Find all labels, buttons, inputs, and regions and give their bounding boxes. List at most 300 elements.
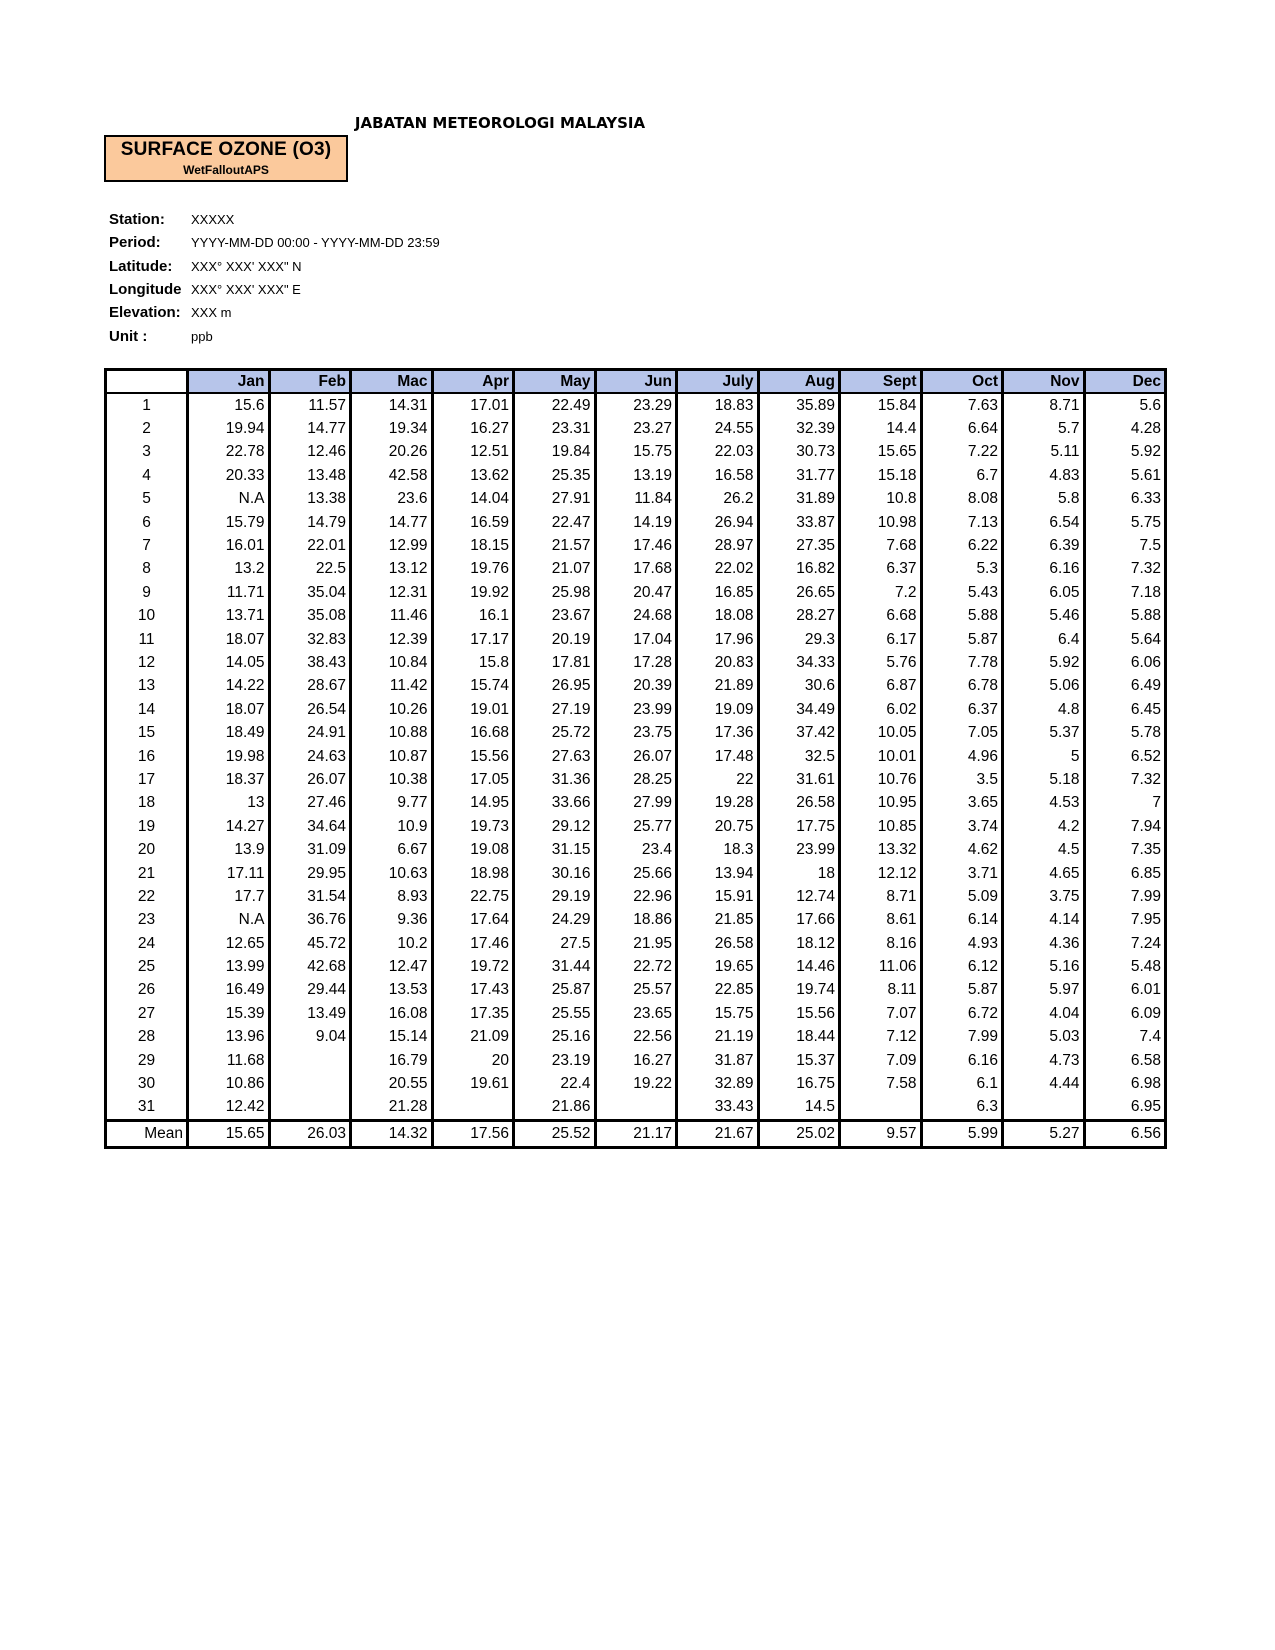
table-row [106, 628, 1166, 651]
value-cell [432, 1096, 514, 1121]
value-cell: 6.54 [1003, 511, 1085, 534]
value-cell [269, 1049, 351, 1072]
value-cell: 4.44 [1003, 1072, 1085, 1095]
value-cell: 20.19 [514, 628, 596, 651]
mean-value-cell: 9.57 [840, 1121, 922, 1147]
value-cell: 5.06 [1003, 675, 1085, 698]
value-cell: 11.46 [351, 605, 433, 628]
value-cell: 12.39 [351, 628, 433, 651]
value-cell: 29.19 [514, 885, 596, 908]
value-cell [840, 1096, 922, 1121]
value-cell: 11.42 [351, 675, 433, 698]
value-cell: 21.95 [595, 932, 677, 955]
value-cell: 5.92 [1084, 441, 1166, 464]
meta-value: XXX° XXX' XXX" N [191, 258, 302, 274]
value-cell: 5.97 [1003, 979, 1085, 1002]
value-cell: 15.8 [432, 651, 514, 674]
value-cell: 17.81 [514, 651, 596, 674]
value-cell: 10.9 [351, 815, 433, 838]
meta-label: Longitude [109, 281, 182, 299]
month-header: Aug [758, 370, 840, 394]
value-cell: 31.89 [758, 488, 840, 511]
value-cell: 18.86 [595, 909, 677, 932]
value-cell: 22.02 [677, 558, 759, 581]
day-cell: 27 [106, 1002, 188, 1025]
value-cell: 32.5 [758, 745, 840, 768]
value-cell: 17.43 [432, 979, 514, 1002]
value-cell: 6.05 [1003, 581, 1085, 604]
meta-row [109, 301, 440, 324]
value-cell: 5.76 [840, 651, 922, 674]
value-cell: 12.51 [432, 441, 514, 464]
value-cell: 4.73 [1003, 1049, 1085, 1072]
value-cell: 10.01 [840, 745, 922, 768]
value-cell: 19.74 [758, 979, 840, 1002]
value-cell: 9.77 [351, 792, 433, 815]
value-cell: 10.85 [840, 815, 922, 838]
day-cell: 28 [106, 1026, 188, 1049]
value-cell: 5.88 [921, 605, 1003, 628]
table-row [106, 698, 1166, 721]
value-cell: 26.95 [514, 675, 596, 698]
report-subtitle: WetFalloutAPS [183, 163, 269, 177]
value-cell: 16.85 [677, 581, 759, 604]
value-cell: 6.22 [921, 534, 1003, 557]
value-cell: 6.39 [1003, 534, 1085, 557]
value-cell: 12.74 [758, 885, 840, 908]
value-cell: 22.5 [269, 558, 351, 581]
ozone-data-table [104, 368, 1167, 1149]
value-cell: 17.66 [758, 909, 840, 932]
value-cell: 14.5 [758, 1096, 840, 1121]
value-cell: 11.06 [840, 955, 922, 978]
table-row [106, 909, 1166, 932]
value-cell: 19.22 [595, 1072, 677, 1095]
value-cell: 27.91 [514, 488, 596, 511]
value-cell: 20.55 [351, 1072, 433, 1095]
table-row [106, 955, 1166, 978]
value-cell: 10.84 [351, 651, 433, 674]
value-cell: 19.98 [188, 745, 270, 768]
value-cell: 14.46 [758, 955, 840, 978]
value-cell: 13.49 [269, 1002, 351, 1025]
value-cell: 19.34 [351, 417, 433, 440]
value-cell: 6.1 [921, 1072, 1003, 1095]
day-cell: 20 [106, 838, 188, 861]
value-cell: 33.43 [677, 1096, 759, 1121]
value-cell: 15.56 [758, 1002, 840, 1025]
station-metadata [109, 208, 440, 348]
value-cell: 31.36 [514, 768, 596, 791]
value-cell: 17.35 [432, 1002, 514, 1025]
value-cell: 28.25 [595, 768, 677, 791]
table-row [106, 417, 1166, 440]
value-cell: 14.95 [432, 792, 514, 815]
value-cell: 26.65 [758, 581, 840, 604]
value-cell: 19.94 [188, 417, 270, 440]
value-cell: 42.68 [269, 955, 351, 978]
value-cell: 23.99 [595, 698, 677, 721]
value-cell: 5.78 [1084, 721, 1166, 744]
value-cell: 13.9 [188, 838, 270, 861]
value-cell: 20.26 [351, 441, 433, 464]
value-cell: 5.43 [921, 581, 1003, 604]
value-cell: 23.67 [514, 605, 596, 628]
value-cell: 7.94 [1084, 815, 1166, 838]
table-row [106, 1049, 1166, 1072]
meta-value: ppb [191, 328, 213, 344]
mean-value-cell: 6.56 [1084, 1121, 1166, 1147]
day-cell: 10 [106, 605, 188, 628]
table-row [106, 464, 1166, 487]
value-cell: 23.99 [758, 838, 840, 861]
value-cell: 24.55 [677, 417, 759, 440]
value-cell: 5.87 [921, 979, 1003, 1002]
value-cell: 31.77 [758, 464, 840, 487]
value-cell: 17.28 [595, 651, 677, 674]
table-row [106, 1096, 1166, 1121]
value-cell: 6.95 [1084, 1096, 1166, 1121]
value-cell: 6.64 [921, 417, 1003, 440]
value-cell: 6.06 [1084, 651, 1166, 674]
value-cell: 21.86 [514, 1096, 596, 1121]
day-cell: 3 [106, 441, 188, 464]
value-cell: 16.82 [758, 558, 840, 581]
value-cell: 4.04 [1003, 1002, 1085, 1025]
month-header: Apr [432, 370, 514, 394]
value-cell: 18.15 [432, 534, 514, 557]
value-cell: 32.83 [269, 628, 351, 651]
value-cell: 23.29 [595, 393, 677, 417]
value-cell: 21.28 [351, 1096, 433, 1121]
value-cell: 22.72 [595, 955, 677, 978]
value-cell: 17.11 [188, 862, 270, 885]
value-cell: 16.01 [188, 534, 270, 557]
value-cell: 9.04 [269, 1026, 351, 1049]
value-cell: 21.19 [677, 1026, 759, 1049]
value-cell: 29.12 [514, 815, 596, 838]
day-cell: 8 [106, 558, 188, 581]
value-cell: 35.04 [269, 581, 351, 604]
value-cell: 24.91 [269, 721, 351, 744]
value-cell: 5.92 [1003, 651, 1085, 674]
value-cell: 10.05 [840, 721, 922, 744]
table-row [106, 1072, 1166, 1095]
day-cell: 5 [106, 488, 188, 511]
day-cell: 23 [106, 909, 188, 932]
value-cell: 14.05 [188, 651, 270, 674]
value-cell: 15.75 [595, 441, 677, 464]
value-cell: 10.2 [351, 932, 433, 955]
value-cell: 30.6 [758, 675, 840, 698]
value-cell: 5.18 [1003, 768, 1085, 791]
value-cell: 14.79 [269, 511, 351, 534]
value-cell: 10.38 [351, 768, 433, 791]
value-cell: 7.2 [840, 581, 922, 604]
month-header: Nov [1003, 370, 1085, 394]
table-row [106, 979, 1166, 1002]
value-cell: 6.68 [840, 605, 922, 628]
value-cell: 19.65 [677, 955, 759, 978]
value-cell: 31.87 [677, 1049, 759, 1072]
value-cell: 16.59 [432, 511, 514, 534]
value-cell [595, 1096, 677, 1121]
value-cell: 16.75 [758, 1072, 840, 1095]
value-cell: N.A [188, 909, 270, 932]
value-cell: 13 [188, 792, 270, 815]
meta-label: Latitude: [109, 257, 173, 275]
value-cell: 23.19 [514, 1049, 596, 1072]
value-cell: 15.91 [677, 885, 759, 908]
value-cell: 20.39 [595, 675, 677, 698]
value-cell: 5.87 [921, 628, 1003, 651]
value-cell: 17.05 [432, 768, 514, 791]
mean-label-cell: Mean [106, 1121, 188, 1147]
value-cell: 12.42 [188, 1096, 270, 1121]
value-cell: 5.37 [1003, 721, 1085, 744]
value-cell: 36.76 [269, 909, 351, 932]
value-cell: 22.78 [188, 441, 270, 464]
value-cell: 19.73 [432, 815, 514, 838]
table-row [106, 768, 1166, 791]
table-row [106, 745, 1166, 768]
value-cell: 4.8 [1003, 698, 1085, 721]
value-cell: 13.94 [677, 862, 759, 885]
value-cell: 6.14 [921, 909, 1003, 932]
value-cell: 4.2 [1003, 815, 1085, 838]
value-cell: 7.99 [921, 1026, 1003, 1049]
value-cell: 7.4 [1084, 1026, 1166, 1049]
meta-value: XXX° XXX' XXX" E [191, 282, 301, 298]
value-cell: 25.16 [514, 1026, 596, 1049]
day-cell: 13 [106, 675, 188, 698]
value-cell: 8.93 [351, 885, 433, 908]
value-cell: 14.27 [188, 815, 270, 838]
month-header: Jun [595, 370, 677, 394]
value-cell: 12.31 [351, 581, 433, 604]
value-cell: 13.12 [351, 558, 433, 581]
value-cell: 19.09 [677, 698, 759, 721]
value-cell: 11.57 [269, 393, 351, 417]
value-cell: 35.08 [269, 605, 351, 628]
value-cell: 10.76 [840, 768, 922, 791]
value-cell: 10.87 [351, 745, 433, 768]
value-cell: 19.92 [432, 581, 514, 604]
value-cell: 10.8 [840, 488, 922, 511]
table-row [106, 838, 1166, 861]
value-cell: 17.48 [677, 745, 759, 768]
value-cell: 17.04 [595, 628, 677, 651]
month-header: Dec [1084, 370, 1166, 394]
value-cell: 19.01 [432, 698, 514, 721]
value-cell: 7.05 [921, 721, 1003, 744]
value-cell: 19.08 [432, 838, 514, 861]
value-cell: 4.62 [921, 838, 1003, 861]
day-cell: 6 [106, 511, 188, 534]
value-cell: 15.39 [188, 1002, 270, 1025]
value-cell: 4.83 [1003, 464, 1085, 487]
value-cell: 22.85 [677, 979, 759, 1002]
day-cell: 9 [106, 581, 188, 604]
value-cell: 18.83 [677, 393, 759, 417]
table-header-row [106, 370, 1166, 394]
value-cell: 17.68 [595, 558, 677, 581]
value-cell: 6.16 [1003, 558, 1085, 581]
day-cell: 21 [106, 862, 188, 885]
value-cell: 30.73 [758, 441, 840, 464]
table-row [106, 862, 1166, 885]
value-cell: 25.72 [514, 721, 596, 744]
table-row [106, 675, 1166, 698]
value-cell: 8.71 [1003, 393, 1085, 417]
value-cell: N.A [188, 488, 270, 511]
value-cell: 24.29 [514, 909, 596, 932]
value-cell: 20 [432, 1049, 514, 1072]
day-cell: 7 [106, 534, 188, 557]
value-cell: 23.65 [595, 1002, 677, 1025]
value-cell: 8.71 [840, 885, 922, 908]
value-cell: 18.12 [758, 932, 840, 955]
meta-label: Elevation: [109, 304, 181, 322]
value-cell: 28.27 [758, 605, 840, 628]
table-row [106, 1026, 1166, 1049]
month-header: Oct [921, 370, 1003, 394]
value-cell: 10.88 [351, 721, 433, 744]
value-cell: 15.84 [840, 393, 922, 417]
value-cell: 17.46 [595, 534, 677, 557]
value-cell: 19.61 [432, 1072, 514, 1095]
value-cell: 3.65 [921, 792, 1003, 815]
value-cell: 5.6 [1084, 393, 1166, 417]
value-cell: 28.67 [269, 675, 351, 698]
value-cell: 17.36 [677, 721, 759, 744]
value-cell [269, 1072, 351, 1095]
value-cell: 27.63 [514, 745, 596, 768]
value-cell: 22.49 [514, 393, 596, 417]
day-cell: 16 [106, 745, 188, 768]
value-cell: 6.98 [1084, 1072, 1166, 1095]
value-cell: 15.74 [432, 675, 514, 698]
value-cell: 23.31 [514, 417, 596, 440]
value-cell: 13.19 [595, 464, 677, 487]
value-cell: 34.49 [758, 698, 840, 721]
report-title-box [104, 135, 348, 182]
value-cell: 23.6 [351, 488, 433, 511]
mean-value-cell: 25.02 [758, 1121, 840, 1147]
value-cell: 6.12 [921, 955, 1003, 978]
value-cell: 7.18 [1084, 581, 1166, 604]
value-cell: 18.08 [677, 605, 759, 628]
table-row [106, 441, 1166, 464]
value-cell: 6.09 [1084, 1002, 1166, 1025]
value-cell: 5.61 [1084, 464, 1166, 487]
value-cell: 11.84 [595, 488, 677, 511]
mean-value-cell: 5.99 [921, 1121, 1003, 1147]
value-cell: 6.78 [921, 675, 1003, 698]
value-cell: 7.09 [840, 1049, 922, 1072]
value-cell: 21.57 [514, 534, 596, 557]
value-cell: 25.55 [514, 1002, 596, 1025]
value-cell: 24.68 [595, 605, 677, 628]
value-cell: 15.56 [432, 745, 514, 768]
mean-value-cell: 5.27 [1003, 1121, 1085, 1147]
mean-value-cell: 14.32 [351, 1121, 433, 1147]
value-cell: 14.19 [595, 511, 677, 534]
value-cell: 12.99 [351, 534, 433, 557]
value-cell: 15.18 [840, 464, 922, 487]
meta-label: Unit : [109, 327, 148, 345]
value-cell: 6.7 [921, 464, 1003, 487]
value-cell: 7.68 [840, 534, 922, 557]
value-cell: 10.86 [188, 1072, 270, 1095]
value-cell: 4.96 [921, 745, 1003, 768]
mean-value-cell: 17.56 [432, 1121, 514, 1147]
value-cell: 6.37 [921, 698, 1003, 721]
value-cell: 16.68 [432, 721, 514, 744]
value-cell: 26.58 [758, 792, 840, 815]
value-cell: 15.79 [188, 511, 270, 534]
value-cell: 18.3 [677, 838, 759, 861]
mean-value-cell: 21.67 [677, 1121, 759, 1147]
value-cell: 4.36 [1003, 932, 1085, 955]
month-header: Jan [188, 370, 270, 394]
meta-value: XXXXX [191, 212, 235, 228]
value-cell: 16.49 [188, 979, 270, 1002]
day-cell: 18 [106, 792, 188, 815]
mean-value-cell: 25.52 [514, 1121, 596, 1147]
value-cell: 17.01 [432, 393, 514, 417]
value-cell: 13.62 [432, 464, 514, 487]
value-cell: 14.04 [432, 488, 514, 511]
value-cell: 22.96 [595, 885, 677, 908]
value-cell: 4.28 [1084, 417, 1166, 440]
value-cell: 11.71 [188, 581, 270, 604]
value-cell: 6.33 [1084, 488, 1166, 511]
value-cell: 7.99 [1084, 885, 1166, 908]
value-cell: 5.64 [1084, 628, 1166, 651]
value-cell: 7.58 [840, 1072, 922, 1095]
value-cell: 18.07 [188, 698, 270, 721]
table-row [106, 558, 1166, 581]
value-cell: 25.57 [595, 979, 677, 1002]
meta-row [109, 231, 440, 254]
mean-row [106, 1121, 1166, 1147]
value-cell: 26.94 [677, 511, 759, 534]
value-cell: 11.68 [188, 1049, 270, 1072]
meta-row [109, 278, 440, 301]
table-row [106, 511, 1166, 534]
value-cell: 17.7 [188, 885, 270, 908]
value-cell: 6.72 [921, 1002, 1003, 1025]
value-cell: 23.27 [595, 417, 677, 440]
value-cell: 5 [1003, 745, 1085, 768]
mean-value-cell: 21.17 [595, 1121, 677, 1147]
value-cell: 38.43 [269, 651, 351, 674]
value-cell: 7.32 [1084, 558, 1166, 581]
day-cell: 15 [106, 721, 188, 744]
month-header: Feb [269, 370, 351, 394]
value-cell: 45.72 [269, 932, 351, 955]
value-cell: 29.3 [758, 628, 840, 651]
value-cell: 37.42 [758, 721, 840, 744]
meta-value: XXX m [191, 305, 232, 321]
meta-label: Period: [109, 234, 161, 252]
value-cell: 5.8 [1003, 488, 1085, 511]
value-cell: 5.48 [1084, 955, 1166, 978]
value-cell: 13.2 [188, 558, 270, 581]
value-cell [1003, 1096, 1085, 1121]
value-cell: 35.89 [758, 393, 840, 417]
